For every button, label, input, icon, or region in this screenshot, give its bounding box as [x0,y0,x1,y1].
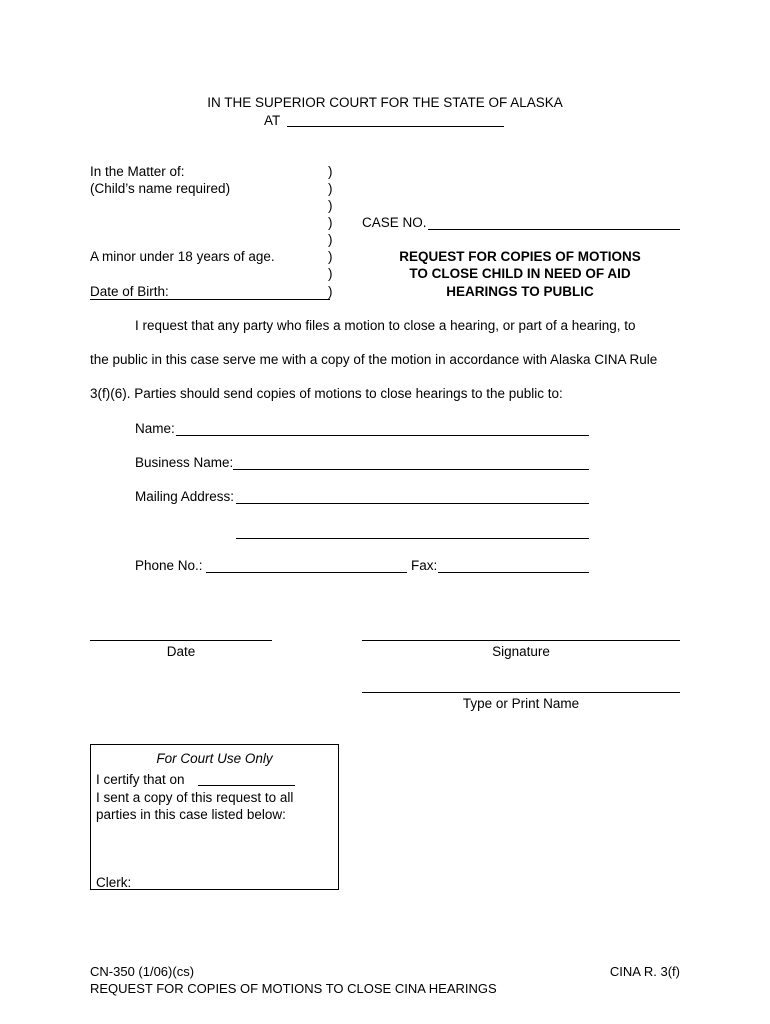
matter-label: In the Matter of: [90,164,185,179]
form-id: CN-350 (1/06)(cs) [90,964,195,979]
case-no-label: CASE NO. [362,215,427,230]
signature-line[interactable] [362,640,680,641]
at-location-field[interactable] [287,126,504,127]
rule-reference: CINA R. 3(f) [609,964,680,979]
doc-title-line2: TO CLOSE CHILD IN NEED OF AID [409,266,631,281]
form-footer-title: REQUEST FOR COPIES OF MOTIONS TO CLOSE CINA HEARINGS [90,981,497,996]
certify-date-field[interactable] [198,785,295,786]
sent-copy-line1: I sent a copy of this request to all [96,790,294,805]
court-use-heading: For Court Use Only [156,751,273,766]
case-no-field[interactable] [428,229,680,230]
doc-title-line3: HEARINGS TO PUBLIC [446,284,594,299]
caption-paren: ) [328,284,333,299]
caption-paren: ) [328,215,333,230]
body-paragraph-line1: I request that any party who files a motion to close a hearing, or part of a hearing, to [135,318,636,333]
caption-paren: ) [328,232,333,247]
dob-label: Date of Birth: [90,284,169,299]
minor-label: A minor under 18 years of age. [90,249,275,264]
at-label: AT [264,113,281,128]
caption-paren: ) [328,266,333,281]
caption-paren: ) [328,164,333,179]
signature-label: Signature [492,644,550,659]
phone-label: Phone No.: [135,558,203,573]
date-label: Date [166,644,196,659]
child-name-note: (Child’s name required) [90,181,231,196]
mailing-address-field-line2[interactable] [236,538,589,539]
mailing-address-field[interactable] [236,503,589,504]
doc-title-line1: REQUEST FOR COPIES OF MOTIONS [399,249,641,264]
mailing-address-label: Mailing Address: [135,489,235,504]
business-name-label: Business Name: [135,455,234,470]
name-field[interactable] [176,435,589,436]
caption-paren: ) [328,198,333,213]
clerk-label: Clerk: [96,875,132,890]
dob-field[interactable] [90,299,330,300]
sent-copy-line2: parties in this case listed below: [96,807,286,822]
date-signature-line[interactable] [90,640,272,641]
name-label: Name: [135,421,175,436]
caption-paren: ) [328,181,333,196]
print-name-label: Type or Print Name [462,696,580,711]
caption-paren: ) [328,249,333,264]
certify-line-label: I certify that on [96,772,185,787]
phone-field[interactable] [206,572,407,573]
business-name-field[interactable] [233,469,589,470]
body-paragraph-line3: 3(f)(6). Parties should send copies of motions to close hearings to the public to: [90,386,563,401]
print-name-line[interactable] [362,692,680,693]
fax-label: Fax: [411,558,438,573]
body-paragraph-line2: the public in this case serve me with a copy of the motion in accordance with Alaska CINA Rule [90,352,658,367]
court-title: IN THE SUPERIOR COURT FOR THE STATE OF ALASKA [207,95,563,110]
fax-field[interactable] [438,572,589,573]
